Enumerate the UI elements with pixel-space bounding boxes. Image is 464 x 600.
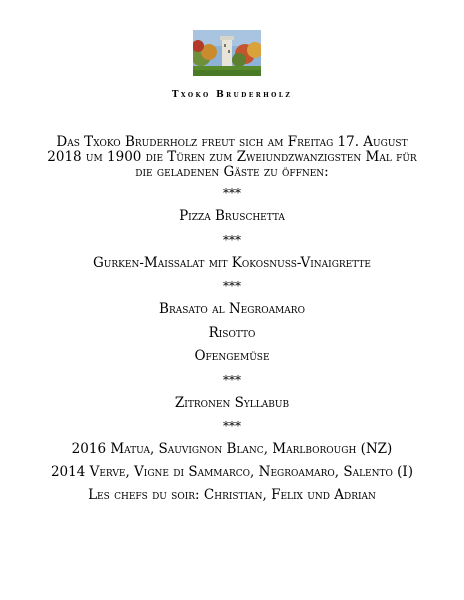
wine-1: 2016 Matua, Sauvignon Blanc, Marlborough (NZ) [71, 441, 393, 457]
separator: *** [223, 186, 241, 200]
course-2: Gurken-Maissalat mit Kokosnuss-Vinaigrette [93, 254, 371, 271]
course-4: Risotto [208, 324, 256, 341]
course-1: Pizza Bruschetta [179, 208, 285, 224]
chefs-line: Les chefs du soir: Christian, Felix und Adrian [88, 487, 376, 503]
tower-photo [193, 30, 261, 76]
course-5: Ofengemüse [194, 348, 270, 364]
course-6: Zitronen Syllabub [174, 394, 290, 411]
separator: *** [223, 419, 241, 433]
menu-body [40, 135, 424, 511]
invitation-text: Das Txoko Bruderholz freut sich am Freitag 17. August 2018 um 1900 die Türen zum Zweiundzwanzigsten Mal für die geladenen Gäste zu öffnen: [47, 134, 417, 180]
wine-2: 2014 Verve, Vigne di Sammarco, Negroamaro, Salento (I) [50, 464, 414, 480]
course-3: Brasato al Negroamaro [159, 301, 305, 317]
separator: *** [223, 372, 241, 387]
separator: *** [223, 279, 241, 293]
separator: *** [223, 232, 241, 247]
venue-title: Txoko Bruderholz [171, 90, 293, 100]
tower-photo-icon [193, 30, 261, 76]
